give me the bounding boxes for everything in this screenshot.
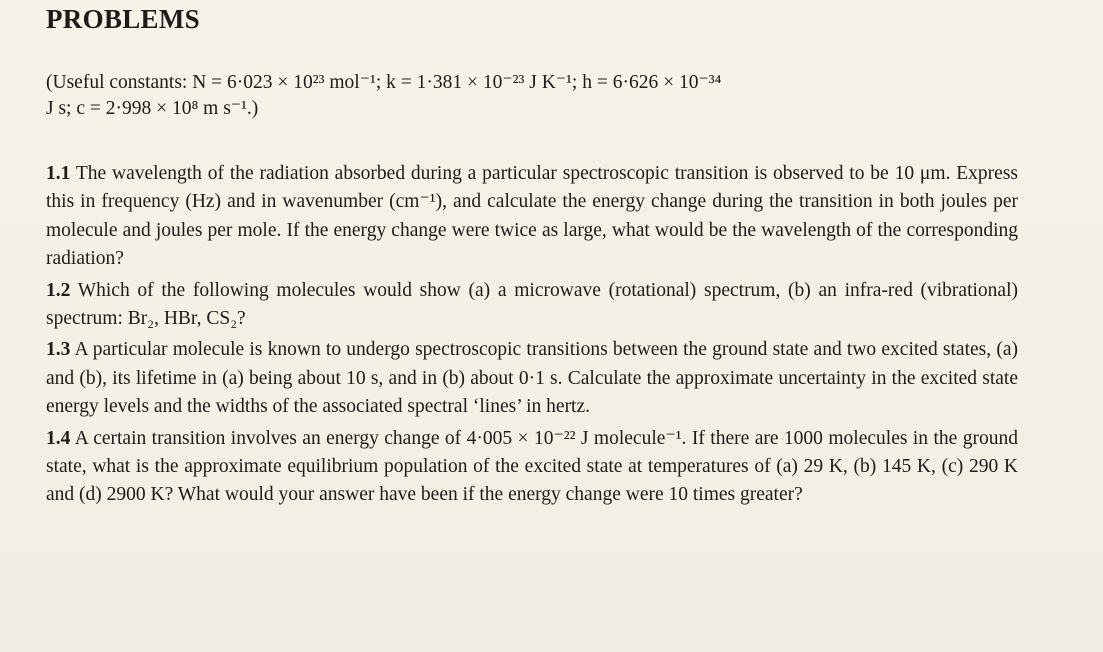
problem-number: 1.1 [46, 163, 71, 184]
problem-text: The wavelength of the radiation absorbed during a particular spectroscopic transition is observed to be 10 μm. Express this in frequency (Hz) and in wavenumber (cm⁻¹), and calculate the energy change during the transition in both joules per molecule and joules per mole. If the energy change were twice as large, what would be the wavelength of the corresponding radiation? [46, 163, 1018, 270]
problem-number: 1.2 [46, 279, 71, 301]
problem-number: 1.3 [46, 339, 71, 361]
problem-1-2 [46, 277, 1018, 334]
page-heading: PROBLEMS [46, 4, 200, 34]
problem-1-3 [46, 336, 1018, 421]
problem-1-4 [46, 425, 1018, 510]
problem-text: Which of the following molecules would show (a) a microwave (rotational) spectrum, (b) an infra-red (vibrational) spectrum: Br₂, HBr, CS₂? [46, 279, 1018, 330]
problem-text: A particular molecule is known to undergo spectroscopic transitions between the ground state and two excited states, (a) and (b), its lifetime in (a) being about 10 s, and in (b) about 0·1 s. Calculate the approximate uncertainty in the excited state energy levels and the widths of the associated spectral ‘lines’ in hertz. [46, 339, 1018, 418]
useful-constants [46, 70, 1046, 122]
problem-list [46, 160, 1018, 513]
problem-number: 1.4 [46, 427, 71, 449]
problem-1-1 [46, 160, 1018, 274]
problem-text: A certain transition involves an energy change of 4·005 × 10⁻²² J molecule⁻¹. If there are 1000 molecules in the ground state, what is the approximate equilibrium population of the excited state at temperatures of (a) 29 K, (b) 145 K, (c) 290 K and (d) 2900 K? What would your answer have been if the energy change were 10 times greater? [46, 427, 1018, 506]
constants-line-2: J s; c = 2·998 × 10⁸ m s⁻¹.) [46, 98, 259, 119]
constants-line-1: (Useful constants: N = 6·023 × 10²³ mol⁻¹; k = 1·381 × 10⁻²³ J K⁻¹; h = 6·626 × 10⁻³⁴ [46, 72, 722, 93]
